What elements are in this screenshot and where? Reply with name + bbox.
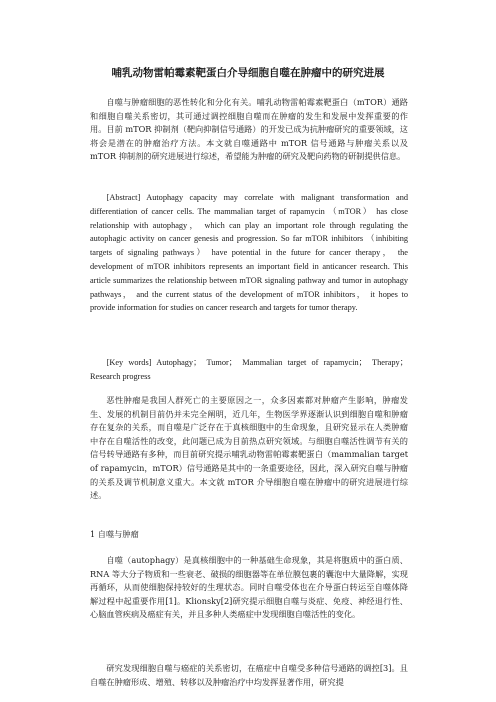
introduction [90,394,408,503]
section-1-body-2 [90,662,408,689]
abstract-cn-text: 自噬与肿瘤细胞的恶性转化和分化有关。哺乳动物雷帕霉素靶蛋白（mTOR）通路和细胞自噬关系密切，其可通过调控细胞自噬而在肿瘤的发生和发展中发挥重要的作用。目前 mTOR 抑制剂（靶向抑制信号通路）的开发已成为抗肿瘤研究的重要领域，这将会是潜在的肿瘤治疗方法。本文就自噬通路中 mTOR 信号通路与肿瘤关系以及 mTOR 抑制剂的研究进展进行综述，希望能为肿瘤的研究及靶向药物的研制提供信息。 [90,97,408,162]
document-title: 哺乳动物雷帕霉素靶蛋白介导细胞自噬在肿瘤中的研究进展 [111,67,385,79]
keywords-en-text: [Key words] Autophagy； Tumor； Mammalian target of rapamycin； Therapy； Research progress [90,358,408,381]
abstract-chinese [90,96,408,164]
section-1-paragraph-2: 研究发现细胞自噬与癌症的关系密切，在癌症中自噬受多种信号通路的调控[3]。且自噬在肿瘤形成、增殖、转移以及肿瘤治疗中均发挥显著作用，研究提 [90,663,408,687]
keywords-english [90,356,408,384]
abstract-english [90,191,408,315]
section-heading: 1 自噬与肿瘤 [90,529,139,539]
section-1-paragraph-1: 自噬（autophagy）是真核细胞中的一种基础生命现象，其是将胞质中的蛋白质、RNA 等大分子物质和一些衰老、破损的细胞器等在单位膜包裹的囊泡中大量降解，实现再循环，从而使细胞保持较好的生理状态。同时自噬受体也在介导蛋白转运至自噬体降解过程中起重要作用[1]。Klionsky[2]研究提示细胞自噬与炎症、免疫、神经退行性、心脑血管疾病及癌症有关，并且多种人类癌症中发现细胞自噬活性的变化。 [90,555,408,620]
abstract-en-text: [Abstract] Autophagy capacity may correlate with malignant transformation and differentiation of cancer cells. The mammalian target of rapamycin （mTOR） has close relationship with autophagy， which can play an important role through regulating the autophagic activity on cancer genesis and progression. So far mTOR inhibitors （inhibiting targets of signaling pathways） have potential in the future for cancer therapy， the development of mTOR inhibitors represents an important field in anticancer research. This article summarizes the relationship between mTOR signaling pathway and tumor in autophagy pathways， and the current status of the development of mTOR inhibitors， it hopes to provide information for studies on cancer research and targets for tumor therapy. [90,193,408,313]
section-1-body [90,554,408,622]
intro-paragraph: 恶性肿瘤是我国人群死亡的主要原因之一，众多因素都对肿瘤产生影响，肿瘤发生、发展的机制目前仍并未完全阐明，近几年，生物医学界逐渐认识到细胞自噬和肿瘤存在复杂的关系，而自噬是广泛存在于真核细胞中的生命现象，且研究显示在人类肿瘤中存在自噬活性的改变，此问题已成为目前热点研究领域。与细胞自噬活性调节有关的信号转导通路有多种，而目前研究提示哺乳动物雷帕霉素靶蛋白（mammalian target of rapamycin，mTOR）信号通路是其中的一条重要途径，因此，深入研究自噬与肿瘤的关系及调节机制意义重大。本文就 mTOR 介导细胞自噬在肿瘤中的研究进展进行综述。 [90,395,408,501]
